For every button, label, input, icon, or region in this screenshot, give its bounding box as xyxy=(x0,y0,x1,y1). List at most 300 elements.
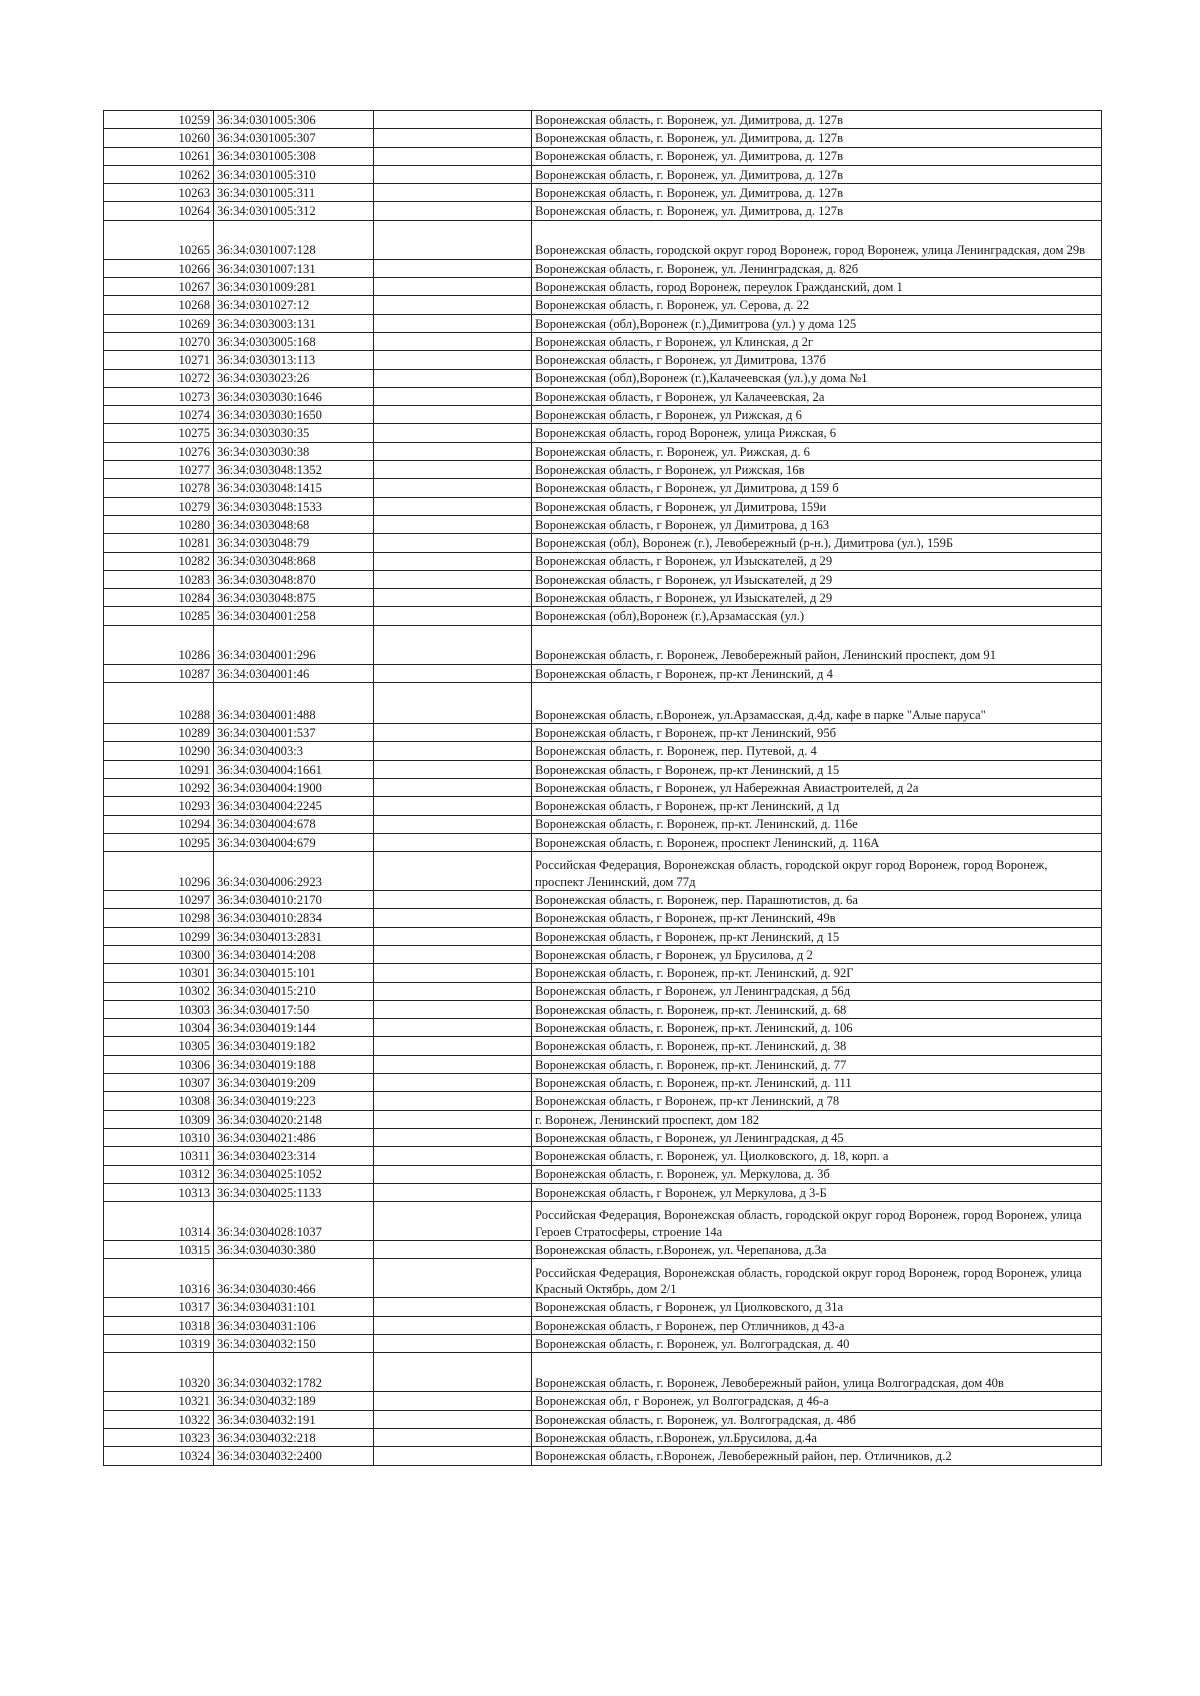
row-number-cell: 10267 xyxy=(104,278,214,296)
empty-cell xyxy=(374,1128,532,1146)
address-cell: Воронежская область, г Воронеж, ул Циолковского, д 31а xyxy=(532,1298,1102,1316)
empty-cell xyxy=(374,515,532,533)
cadastral-number-cell: 36:34:0304013:2831 xyxy=(214,927,374,945)
empty-cell xyxy=(374,552,532,570)
cadastral-number-cell: 36:34:0303048:68 xyxy=(214,515,374,533)
empty-cell xyxy=(374,165,532,183)
empty-cell xyxy=(374,589,532,607)
cadastral-number-cell: 36:34:0304028:1037 xyxy=(214,1202,374,1241)
cadastral-number-cell: 36:34:0304019:144 xyxy=(214,1019,374,1037)
address-cell: Воронежская область, г. Воронеж, ул. Димитрова, д. 127в xyxy=(532,111,1102,129)
row-number-cell: 10286 xyxy=(104,625,214,664)
address-cell: Воронежская область, г Воронеж, ул Изыскателей, д 29 xyxy=(532,589,1102,607)
row-number-cell: 10273 xyxy=(104,387,214,405)
empty-cell xyxy=(374,833,532,851)
table-row xyxy=(104,461,1102,479)
empty-cell xyxy=(374,1428,532,1446)
address-cell: Воронежская область, г Воронеж, ул Брусилова, д 2 xyxy=(532,945,1102,963)
row-number-cell: 10312 xyxy=(104,1165,214,1183)
table-row xyxy=(104,1037,1102,1055)
cadastral-number-cell: 36:34:0304004:679 xyxy=(214,833,374,851)
row-number-cell: 10321 xyxy=(104,1392,214,1410)
empty-cell xyxy=(374,982,532,1000)
cadastral-number-cell: 36:34:0304030:380 xyxy=(214,1241,374,1259)
row-number-cell: 10296 xyxy=(104,852,214,891)
cadastral-number-cell: 36:34:0301005:310 xyxy=(214,165,374,183)
row-number-cell: 10308 xyxy=(104,1092,214,1110)
cadastral-number-cell: 36:34:0301009:281 xyxy=(214,278,374,296)
cadastral-number-cell: 36:34:0304032:150 xyxy=(214,1335,374,1353)
empty-cell xyxy=(374,278,532,296)
address-cell: Воронежская область, г. Воронеж, пр-кт. Ленинский, д. 38 xyxy=(532,1037,1102,1055)
cadastral-number-cell: 36:34:0301005:306 xyxy=(214,111,374,129)
table-row xyxy=(104,1000,1102,1018)
address-cell: Воронежская область, г. Воронеж, пер. Путевой, д. 4 xyxy=(532,742,1102,760)
address-cell: Воронежская область, г Воронеж, ул Димитрова, д 159 б xyxy=(532,479,1102,497)
cadastral-number-cell: 36:34:0301005:307 xyxy=(214,129,374,147)
table-row xyxy=(104,1392,1102,1410)
address-cell: Воронежская область, г. Воронеж, ул. Димитрова, д. 127в xyxy=(532,129,1102,147)
cadastral-number-cell: 36:34:0304031:106 xyxy=(214,1316,374,1334)
cadastral-number-cell: 36:34:0301005:308 xyxy=(214,147,374,165)
row-number-cell: 10287 xyxy=(104,664,214,682)
table-row xyxy=(104,945,1102,963)
row-number-cell: 10275 xyxy=(104,424,214,442)
address-cell: Воронежская область, г Воронеж, ул Клинская, д 2г xyxy=(532,332,1102,350)
table-row xyxy=(104,1447,1102,1465)
empty-cell xyxy=(374,724,532,742)
empty-cell xyxy=(374,1110,532,1128)
cadastral-number-cell: 36:34:0301007:128 xyxy=(214,220,374,259)
empty-cell xyxy=(374,1092,532,1110)
row-number-cell: 10318 xyxy=(104,1316,214,1334)
address-cell: Воронежская область, город Воронеж, улица Рижская, 6 xyxy=(532,424,1102,442)
table-row xyxy=(104,625,1102,664)
empty-cell xyxy=(374,1241,532,1259)
cadastral-number-cell: 36:34:0304014:208 xyxy=(214,945,374,963)
row-number-cell: 10306 xyxy=(104,1055,214,1073)
table-row xyxy=(104,1019,1102,1037)
cadastral-number-cell: 36:34:0303005:168 xyxy=(214,332,374,350)
empty-cell xyxy=(374,852,532,891)
empty-cell xyxy=(374,534,532,552)
empty-cell xyxy=(374,1202,532,1241)
empty-cell xyxy=(374,442,532,460)
table-row xyxy=(104,664,1102,682)
address-cell: Воронежская область, г. Воронеж, ул. Димитрова, д. 127в xyxy=(532,202,1102,220)
row-number-cell: 10285 xyxy=(104,607,214,625)
table-row xyxy=(104,259,1102,277)
address-cell: Воронежская область, г.Воронеж, ул.Арзамасская, д.4д, кафе в парке "Алые паруса" xyxy=(532,683,1102,724)
row-number-cell: 10282 xyxy=(104,552,214,570)
empty-cell xyxy=(374,1183,532,1201)
address-cell: Воронежская область, г.Воронеж, ул. Черепанова, д.3а xyxy=(532,1241,1102,1259)
row-number-cell: 10297 xyxy=(104,891,214,909)
address-cell: Воронежская область, г Воронеж, ул Меркулова, д 3-Б xyxy=(532,1183,1102,1201)
cadastral-number-cell: 36:34:0304019:209 xyxy=(214,1074,374,1092)
row-number-cell: 10315 xyxy=(104,1241,214,1259)
table-row xyxy=(104,964,1102,982)
empty-cell xyxy=(374,1392,532,1410)
table-row xyxy=(104,479,1102,497)
row-number-cell: 10276 xyxy=(104,442,214,460)
table-row xyxy=(104,778,1102,796)
empty-cell xyxy=(374,815,532,833)
cadastral-number-cell: 36:34:0303030:35 xyxy=(214,424,374,442)
row-number-cell: 10304 xyxy=(104,1019,214,1037)
table-row xyxy=(104,184,1102,202)
table-row xyxy=(104,1259,1102,1298)
table-row xyxy=(104,1335,1102,1353)
address-cell: Воронежская область, городской округ город Воронеж, город Воронеж, улица Ленинградская, дом 29в xyxy=(532,220,1102,259)
row-number-cell: 10298 xyxy=(104,909,214,927)
registry-table-body xyxy=(104,111,1102,1466)
address-cell: Воронежская область, г Воронеж, ул Изыскателей, д 29 xyxy=(532,552,1102,570)
address-cell: Воронежская область, г. Воронеж, ул. Димитрова, д. 127в xyxy=(532,147,1102,165)
row-number-cell: 10293 xyxy=(104,797,214,815)
table-row xyxy=(104,852,1102,891)
table-row xyxy=(104,833,1102,851)
address-cell: Воронежская область, г. Воронеж, ул. Рижская, д. 6 xyxy=(532,442,1102,460)
table-row xyxy=(104,982,1102,1000)
address-cell: Воронежская область, г. Воронеж, пр-кт. Ленинский, д. 116е xyxy=(532,815,1102,833)
address-cell: Воронежская область, г.Воронеж, ул.Брусилова, д.4а xyxy=(532,1428,1102,1446)
cadastral-number-cell: 36:34:0304032:191 xyxy=(214,1410,374,1428)
cadastral-number-cell: 36:34:0304004:1661 xyxy=(214,760,374,778)
row-number-cell: 10260 xyxy=(104,129,214,147)
empty-cell xyxy=(374,351,532,369)
table-row xyxy=(104,1128,1102,1146)
address-cell: Воронежская (обл), Воронеж (г.), Левобережный (р-н.), Димитрова (ул.), 159Б xyxy=(532,534,1102,552)
row-number-cell: 10262 xyxy=(104,165,214,183)
address-cell: Воронежская область, г. Воронеж, ул. Ленинградская, д. 82б xyxy=(532,259,1102,277)
empty-cell xyxy=(374,314,532,332)
table-row xyxy=(104,387,1102,405)
table-row xyxy=(104,406,1102,424)
empty-cell xyxy=(374,945,532,963)
empty-cell xyxy=(374,406,532,424)
table-row xyxy=(104,1055,1102,1073)
table-row xyxy=(104,314,1102,332)
cadastral-number-cell: 36:34:0303048:1415 xyxy=(214,479,374,497)
cadastral-number-cell: 36:34:0304004:678 xyxy=(214,815,374,833)
table-row xyxy=(104,332,1102,350)
cadastral-number-cell: 36:34:0303023:26 xyxy=(214,369,374,387)
table-row xyxy=(104,1147,1102,1165)
row-number-cell: 10316 xyxy=(104,1259,214,1298)
row-number-cell: 10292 xyxy=(104,778,214,796)
row-number-cell: 10277 xyxy=(104,461,214,479)
cadastral-number-cell: 36:34:0304030:466 xyxy=(214,1259,374,1298)
row-number-cell: 10265 xyxy=(104,220,214,259)
empty-cell xyxy=(374,760,532,778)
table-row xyxy=(104,497,1102,515)
table-row xyxy=(104,1165,1102,1183)
address-cell: Воронежская область, город Воронеж, переулок Гражданский, дом 1 xyxy=(532,278,1102,296)
cadastral-number-cell: 36:34:0304023:314 xyxy=(214,1147,374,1165)
empty-cell xyxy=(374,497,532,515)
address-cell: Воронежская область, г. Воронеж, пр-кт. Ленинский, д. 111 xyxy=(532,1074,1102,1092)
empty-cell xyxy=(374,387,532,405)
cadastral-number-cell: 36:34:0304020:2148 xyxy=(214,1110,374,1128)
empty-cell xyxy=(374,479,532,497)
row-number-cell: 10320 xyxy=(104,1353,214,1392)
registry-table xyxy=(103,110,1102,1466)
address-cell: Воронежская область, г. Воронеж, ул. Серова, д. 22 xyxy=(532,296,1102,314)
table-row xyxy=(104,797,1102,815)
cadastral-number-cell: 36:34:0304017:50 xyxy=(214,1000,374,1018)
empty-cell xyxy=(374,1410,532,1428)
empty-cell xyxy=(374,259,532,277)
table-row xyxy=(104,1183,1102,1201)
address-cell: Воронежская область, г. Воронеж, ул. Димитрова, д. 127в xyxy=(532,184,1102,202)
row-number-cell: 10264 xyxy=(104,202,214,220)
row-number-cell: 10311 xyxy=(104,1147,214,1165)
address-cell: г. Воронеж, Ленинский проспект, дом 182 xyxy=(532,1110,1102,1128)
address-cell: Воронежская область, г Воронеж, пр-кт Ленинский, д 78 xyxy=(532,1092,1102,1110)
row-number-cell: 10302 xyxy=(104,982,214,1000)
address-cell: Воронежская (обл),Воронеж (г.),Калачеевская (ул.),у дома №1 xyxy=(532,369,1102,387)
cadastral-number-cell: 36:34:0304001:46 xyxy=(214,664,374,682)
row-number-cell: 10274 xyxy=(104,406,214,424)
row-number-cell: 10313 xyxy=(104,1183,214,1201)
row-number-cell: 10289 xyxy=(104,724,214,742)
cadastral-number-cell: 36:34:0304001:537 xyxy=(214,724,374,742)
row-number-cell: 10290 xyxy=(104,742,214,760)
row-number-cell: 10271 xyxy=(104,351,214,369)
address-cell: Воронежская область, г Воронеж, пр-кт Ленинский, д 1д xyxy=(532,797,1102,815)
empty-cell xyxy=(374,891,532,909)
row-number-cell: 10303 xyxy=(104,1000,214,1018)
empty-cell xyxy=(374,1055,532,1073)
empty-cell xyxy=(374,1037,532,1055)
table-row xyxy=(104,534,1102,552)
table-row xyxy=(104,570,1102,588)
address-cell: Воронежская область, г Воронеж, пр-кт Ленинский, 95б xyxy=(532,724,1102,742)
address-cell: Воронежская область, г Воронеж, ул Калачеевская, 2а xyxy=(532,387,1102,405)
address-cell: Воронежская область, г. Воронеж, ул. Димитрова, д. 127в xyxy=(532,165,1102,183)
cadastral-number-cell: 36:34:0303003:131 xyxy=(214,314,374,332)
empty-cell xyxy=(374,1298,532,1316)
empty-cell xyxy=(374,147,532,165)
cadastral-number-cell: 36:34:0304006:2923 xyxy=(214,852,374,891)
empty-cell xyxy=(374,570,532,588)
row-number-cell: 10268 xyxy=(104,296,214,314)
empty-cell xyxy=(374,778,532,796)
row-number-cell: 10291 xyxy=(104,760,214,778)
table-row xyxy=(104,1298,1102,1316)
empty-cell xyxy=(374,424,532,442)
empty-cell xyxy=(374,1259,532,1298)
row-number-cell: 10261 xyxy=(104,147,214,165)
row-number-cell: 10266 xyxy=(104,259,214,277)
row-number-cell: 10300 xyxy=(104,945,214,963)
row-number-cell: 10270 xyxy=(104,332,214,350)
cadastral-number-cell: 36:34:0304021:486 xyxy=(214,1128,374,1146)
empty-cell xyxy=(374,332,532,350)
cadastral-number-cell: 36:34:0301005:312 xyxy=(214,202,374,220)
row-number-cell: 10301 xyxy=(104,964,214,982)
address-cell: Воронежская область, г. Воронеж, пр-кт. Ленинский, д. 68 xyxy=(532,1000,1102,1018)
address-cell: Воронежская область, г. Воронеж, ул. Волгоградская, д. 40 xyxy=(532,1335,1102,1353)
row-number-cell: 10323 xyxy=(104,1428,214,1446)
empty-cell xyxy=(374,369,532,387)
table-row xyxy=(104,927,1102,945)
empty-cell xyxy=(374,129,532,147)
table-row xyxy=(104,589,1102,607)
address-cell: Воронежская обл, г Воронеж, ул Волгоградская, д 46-а xyxy=(532,1392,1102,1410)
row-number-cell: 10272 xyxy=(104,369,214,387)
cadastral-number-cell: 36:34:0303048:1352 xyxy=(214,461,374,479)
row-number-cell: 10263 xyxy=(104,184,214,202)
empty-cell xyxy=(374,1316,532,1334)
table-row xyxy=(104,165,1102,183)
empty-cell xyxy=(374,664,532,682)
address-cell: Воронежская область, г. Воронеж, пр-кт. Ленинский, д. 92Г xyxy=(532,964,1102,982)
address-cell: Воронежская область, г Воронеж, пр-кт Ленинский, д 15 xyxy=(532,927,1102,945)
table-row xyxy=(104,202,1102,220)
cadastral-number-cell: 36:34:0304025:1133 xyxy=(214,1183,374,1201)
cadastral-number-cell: 36:34:0304015:101 xyxy=(214,964,374,982)
empty-cell xyxy=(374,797,532,815)
table-row xyxy=(104,1241,1102,1259)
cadastral-number-cell: 36:34:0303030:38 xyxy=(214,442,374,460)
cadastral-number-cell: 36:34:0304004:1900 xyxy=(214,778,374,796)
row-number-cell: 10281 xyxy=(104,534,214,552)
empty-cell xyxy=(374,220,532,259)
address-cell: Воронежская область, г Воронеж, пр-кт Ленинский, д 15 xyxy=(532,760,1102,778)
table-row xyxy=(104,1316,1102,1334)
address-cell: Воронежская область, г Воронеж, ул Набережная Авиастроителей, д 2а xyxy=(532,778,1102,796)
address-cell: Воронежская область, г. Воронеж, ул. Меркулова, д. 3б xyxy=(532,1165,1102,1183)
address-cell: Воронежская область, г. Воронеж, пер. Парашютистов, д. 6а xyxy=(532,891,1102,909)
empty-cell xyxy=(374,184,532,202)
table-row xyxy=(104,1110,1102,1128)
cadastral-number-cell: 36:34:0304001:296 xyxy=(214,625,374,664)
table-row xyxy=(104,515,1102,533)
empty-cell xyxy=(374,1165,532,1183)
row-number-cell: 10280 xyxy=(104,515,214,533)
table-row xyxy=(104,111,1102,129)
address-cell: Российская Федерация, Воронежская область, городской округ город Воронеж, город Воронеж, проспект Ленинский, дом 77д xyxy=(532,852,1102,891)
row-number-cell: 10288 xyxy=(104,683,214,724)
table-row xyxy=(104,815,1102,833)
empty-cell xyxy=(374,742,532,760)
address-cell: Воронежская область, г Воронеж, ул Рижская, д 6 xyxy=(532,406,1102,424)
table-row xyxy=(104,220,1102,259)
table-row xyxy=(104,129,1102,147)
empty-cell xyxy=(374,683,532,724)
empty-cell xyxy=(374,296,532,314)
empty-cell xyxy=(374,1353,532,1392)
cadastral-number-cell: 36:34:0304019:182 xyxy=(214,1037,374,1055)
address-cell: Воронежская область, г.Воронеж, Левобережный район, пер. Отличников, д.2 xyxy=(532,1447,1102,1465)
table-row xyxy=(104,351,1102,369)
address-cell: Воронежская область, г Воронеж, ул Ленинградская, д 45 xyxy=(532,1128,1102,1146)
address-cell: Воронежская (обл),Воронеж (г.),Димитрова (ул.) у дома 125 xyxy=(532,314,1102,332)
row-number-cell: 10307 xyxy=(104,1074,214,1092)
cadastral-number-cell: 36:34:0304015:210 xyxy=(214,982,374,1000)
cadastral-number-cell: 36:34:0304003:3 xyxy=(214,742,374,760)
address-cell: Воронежская область, г. Воронеж, ул. Циолковского, д. 18, корп. а xyxy=(532,1147,1102,1165)
table-row xyxy=(104,296,1102,314)
table-row xyxy=(104,147,1102,165)
table-row xyxy=(104,891,1102,909)
cadastral-number-cell: 36:34:0304019:188 xyxy=(214,1055,374,1073)
empty-cell xyxy=(374,1335,532,1353)
cadastral-number-cell: 36:34:0304025:1052 xyxy=(214,1165,374,1183)
row-number-cell: 10278 xyxy=(104,479,214,497)
table-row xyxy=(104,278,1102,296)
address-cell: Воронежская область, г. Воронеж, Левобережный район, Ленинский проспект, дом 91 xyxy=(532,625,1102,664)
empty-cell xyxy=(374,202,532,220)
address-cell: Воронежская область, г. Воронеж, пр-кт. Ленинский, д. 77 xyxy=(532,1055,1102,1073)
table-row xyxy=(104,552,1102,570)
table-row xyxy=(104,424,1102,442)
table-row xyxy=(104,1410,1102,1428)
cadastral-number-cell: 36:34:0301007:131 xyxy=(214,259,374,277)
row-number-cell: 10269 xyxy=(104,314,214,332)
row-number-cell: 10283 xyxy=(104,570,214,588)
table-row xyxy=(104,1202,1102,1241)
table-row xyxy=(104,442,1102,460)
table-row xyxy=(104,1428,1102,1446)
address-cell: Воронежская (обл),Воронеж (г.),Арзамасская (ул.) xyxy=(532,607,1102,625)
address-cell: Российская Федерация, Воронежская область, городской округ город Воронеж, город Воронеж, улица Красный Октябрь, дом 2/1 xyxy=(532,1259,1102,1298)
row-number-cell: 10295 xyxy=(104,833,214,851)
row-number-cell: 10294 xyxy=(104,815,214,833)
cadastral-number-cell: 36:34:0304032:218 xyxy=(214,1428,374,1446)
row-number-cell: 10322 xyxy=(104,1410,214,1428)
cadastral-number-cell: 36:34:0304019:223 xyxy=(214,1092,374,1110)
table-row xyxy=(104,1092,1102,1110)
table-row xyxy=(104,1353,1102,1392)
empty-cell xyxy=(374,461,532,479)
table-row xyxy=(104,369,1102,387)
address-cell: Российская Федерация, Воронежская область, городской округ город Воронеж, город Воронеж, улица Героев Стратосферы, строение 14а xyxy=(532,1202,1102,1241)
address-cell: Воронежская область, г Воронеж, ул Димитрова, 159и xyxy=(532,497,1102,515)
address-cell: Воронежская область, г Воронеж, ул Димитрова, д 163 xyxy=(532,515,1102,533)
cadastral-number-cell: 36:34:0303048:875 xyxy=(214,589,374,607)
table-row xyxy=(104,1074,1102,1092)
address-cell: Воронежская область, г. Воронеж, пр-кт. Ленинский, д. 106 xyxy=(532,1019,1102,1037)
row-number-cell: 10309 xyxy=(104,1110,214,1128)
table-row xyxy=(104,742,1102,760)
address-cell: Воронежская область, г. Воронеж, Левобережный район, улица Волгоградская, дом 40в xyxy=(532,1353,1102,1392)
empty-cell xyxy=(374,927,532,945)
cadastral-number-cell: 36:34:0303030:1646 xyxy=(214,387,374,405)
address-cell: Воронежская область, г Воронеж, ул Димитрова, 137б xyxy=(532,351,1102,369)
empty-cell xyxy=(374,1000,532,1018)
cadastral-number-cell: 36:34:0303048:79 xyxy=(214,534,374,552)
address-cell: Воронежская область, г Воронеж, ул Ленинградская, д 56д xyxy=(532,982,1102,1000)
row-number-cell: 10259 xyxy=(104,111,214,129)
empty-cell xyxy=(374,1447,532,1465)
cadastral-number-cell: 36:34:0304004:2245 xyxy=(214,797,374,815)
address-cell: Воронежская область, г Воронеж, пр-кт Ленинский, 49в xyxy=(532,909,1102,927)
row-number-cell: 10284 xyxy=(104,589,214,607)
address-cell: Воронежская область, г. Воронеж, ул. Волгоградская, д. 48б xyxy=(532,1410,1102,1428)
address-cell: Воронежская область, г Воронеж, ул Изыскателей, д 29 xyxy=(532,570,1102,588)
table-row xyxy=(104,909,1102,927)
empty-cell xyxy=(374,1019,532,1037)
cadastral-number-cell: 36:34:0304001:488 xyxy=(214,683,374,724)
address-cell: Воронежская область, г Воронеж, пр-кт Ленинский, д 4 xyxy=(532,664,1102,682)
cadastral-number-cell: 36:34:0303013:113 xyxy=(214,351,374,369)
cadastral-number-cell: 36:34:0304032:1782 xyxy=(214,1353,374,1392)
cadastral-number-cell: 36:34:0303048:1533 xyxy=(214,497,374,515)
empty-cell xyxy=(374,964,532,982)
